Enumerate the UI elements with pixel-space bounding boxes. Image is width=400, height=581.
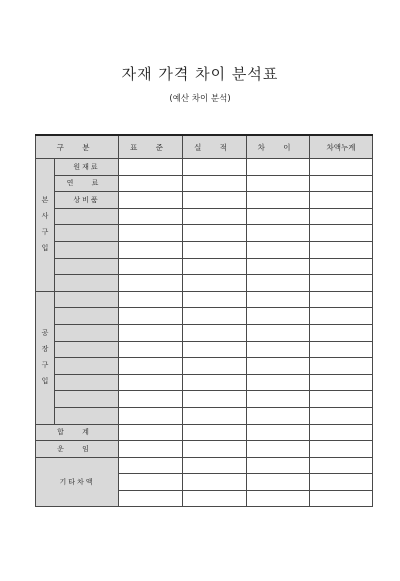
table-row	[36, 358, 373, 375]
header-standard: 표 준	[119, 135, 183, 159]
standard-cell[interactable]	[119, 324, 183, 341]
actual-cell[interactable]	[183, 391, 247, 408]
cumulative-cell[interactable]	[310, 192, 373, 209]
standard-cell[interactable]	[119, 208, 183, 225]
cumulative-cell[interactable]	[310, 175, 373, 192]
table-row	[36, 374, 373, 391]
actual-cell[interactable]	[183, 374, 247, 391]
actual-cell[interactable]	[183, 208, 247, 225]
header-row	[36, 135, 373, 159]
difference-cell[interactable]	[247, 490, 310, 507]
total-row	[36, 424, 373, 441]
actual-cell[interactable]	[183, 324, 247, 341]
cumulative-cell[interactable]	[310, 391, 373, 408]
table-row	[36, 324, 373, 341]
table-row	[36, 275, 373, 292]
row-label[interactable]	[55, 225, 119, 242]
actual-cell[interactable]	[183, 341, 247, 358]
table-row	[36, 175, 373, 192]
cumulative-cell[interactable]	[310, 225, 373, 242]
standard-cell[interactable]	[119, 341, 183, 358]
difference-cell[interactable]	[247, 374, 310, 391]
row-label[interactable]	[55, 324, 119, 341]
header-cumulative: 차액누계	[310, 135, 373, 159]
section-char: 입	[41, 377, 49, 386]
standard-cell[interactable]	[119, 457, 183, 474]
actual-cell[interactable]	[183, 275, 247, 292]
row-label[interactable]	[55, 208, 119, 225]
section-char: 본	[41, 196, 49, 205]
difference-cell[interactable]	[247, 424, 310, 441]
table-row	[36, 192, 373, 209]
standard-cell[interactable]	[119, 374, 183, 391]
actual-cell[interactable]	[183, 358, 247, 375]
row-label[interactable]	[55, 391, 119, 408]
standard-cell[interactable]	[119, 490, 183, 507]
freight-row	[36, 441, 373, 458]
row-label[interactable]	[55, 308, 119, 325]
standard-cell[interactable]	[119, 441, 183, 458]
standard-cell[interactable]	[119, 391, 183, 408]
difference-cell[interactable]	[247, 208, 310, 225]
difference-cell[interactable]	[247, 474, 310, 491]
difference-cell[interactable]	[247, 241, 310, 258]
difference-cell[interactable]	[247, 324, 310, 341]
actual-cell[interactable]	[183, 175, 247, 192]
table-row	[36, 241, 373, 258]
standard-cell[interactable]	[119, 241, 183, 258]
standard-cell[interactable]	[119, 308, 183, 325]
actual-cell[interactable]	[183, 225, 247, 242]
cumulative-cell[interactable]	[310, 407, 373, 424]
standard-cell[interactable]	[119, 291, 183, 308]
cumulative-cell[interactable]	[310, 258, 373, 275]
standard-cell[interactable]	[119, 192, 183, 209]
actual-cell[interactable]	[183, 291, 247, 308]
difference-cell[interactable]	[247, 358, 310, 375]
header-difference: 차 이	[247, 135, 310, 159]
header-category: 구 분	[36, 135, 119, 159]
cumulative-cell[interactable]	[310, 208, 373, 225]
difference-cell[interactable]	[247, 291, 310, 308]
actual-cell[interactable]	[183, 424, 247, 441]
total-label: 합 계	[36, 424, 119, 441]
row-label[interactable]	[55, 291, 119, 308]
other-variance-label: 기타차액	[36, 457, 119, 507]
header-actual: 실 적	[183, 135, 247, 159]
cumulative-cell[interactable]	[310, 490, 373, 507]
actual-cell[interactable]	[183, 441, 247, 458]
standard-cell[interactable]	[119, 474, 183, 491]
row-label: 원재료	[55, 159, 119, 176]
cumulative-cell[interactable]	[310, 241, 373, 258]
actual-cell[interactable]	[183, 407, 247, 424]
row-label: 연 료	[55, 175, 119, 192]
standard-cell[interactable]	[119, 424, 183, 441]
section-char: 구	[41, 361, 49, 370]
table-row	[36, 341, 373, 358]
table-row	[36, 258, 373, 275]
document-title: 자재 가격 차이 분석표	[121, 65, 279, 83]
actual-cell[interactable]	[183, 241, 247, 258]
difference-cell[interactable]	[247, 341, 310, 358]
section-char: 입	[41, 244, 49, 253]
cumulative-cell[interactable]	[310, 358, 373, 375]
standard-cell[interactable]	[119, 225, 183, 242]
cumulative-cell[interactable]	[310, 374, 373, 391]
actual-cell[interactable]	[183, 258, 247, 275]
section-label-headquarters	[36, 159, 55, 292]
table-row	[36, 291, 373, 308]
table-row	[36, 407, 373, 424]
difference-cell[interactable]	[247, 159, 310, 176]
difference-cell[interactable]	[247, 175, 310, 192]
actual-cell[interactable]	[183, 192, 247, 209]
difference-cell[interactable]	[247, 407, 310, 424]
row-label[interactable]	[55, 358, 119, 375]
standard-cell[interactable]	[119, 358, 183, 375]
difference-cell[interactable]	[247, 441, 310, 458]
table-row	[36, 391, 373, 408]
difference-cell[interactable]	[247, 391, 310, 408]
cumulative-cell[interactable]	[310, 341, 373, 358]
actual-cell[interactable]	[183, 457, 247, 474]
difference-cell[interactable]	[247, 225, 310, 242]
cumulative-cell[interactable]	[310, 275, 373, 292]
cumulative-cell[interactable]	[310, 457, 373, 474]
actual-cell[interactable]	[183, 474, 247, 491]
table-row	[36, 208, 373, 225]
table-row	[36, 225, 373, 242]
table-row	[36, 308, 373, 325]
document-subtitle: (예산 차이 분석)	[169, 94, 231, 104]
actual-cell[interactable]	[183, 159, 247, 176]
cumulative-cell[interactable]	[310, 474, 373, 491]
difference-cell[interactable]	[247, 192, 310, 209]
row-label[interactable]	[55, 341, 119, 358]
standard-cell[interactable]	[119, 258, 183, 275]
row-label: 상비품	[55, 192, 119, 209]
cumulative-cell[interactable]	[310, 308, 373, 325]
cumulative-cell[interactable]	[310, 424, 373, 441]
standard-cell[interactable]	[119, 275, 183, 292]
cumulative-cell[interactable]	[310, 159, 373, 176]
cumulative-cell[interactable]	[310, 441, 373, 458]
row-label[interactable]	[55, 374, 119, 391]
row-label[interactable]	[55, 407, 119, 424]
table-row	[36, 159, 373, 176]
variance-table	[35, 134, 373, 507]
actual-cell[interactable]	[183, 308, 247, 325]
cumulative-cell[interactable]	[310, 324, 373, 341]
row-label[interactable]	[55, 275, 119, 292]
actual-cell[interactable]	[183, 490, 247, 507]
row-label[interactable]	[55, 258, 119, 275]
row-label[interactable]	[55, 241, 119, 258]
cumulative-cell[interactable]	[310, 291, 373, 308]
section-char: 사	[41, 212, 49, 221]
standard-cell[interactable]	[119, 175, 183, 192]
section-label-factory	[36, 291, 55, 424]
other-row	[36, 457, 373, 474]
difference-cell[interactable]	[247, 258, 310, 275]
section-char: 구	[41, 228, 49, 237]
difference-cell[interactable]	[247, 457, 310, 474]
standard-cell[interactable]	[119, 407, 183, 424]
standard-cell[interactable]	[119, 159, 183, 176]
section-char: 공	[41, 329, 49, 338]
difference-cell[interactable]	[247, 308, 310, 325]
section-char: 장	[41, 345, 49, 354]
difference-cell[interactable]	[247, 275, 310, 292]
freight-label: 운 임	[36, 441, 119, 458]
